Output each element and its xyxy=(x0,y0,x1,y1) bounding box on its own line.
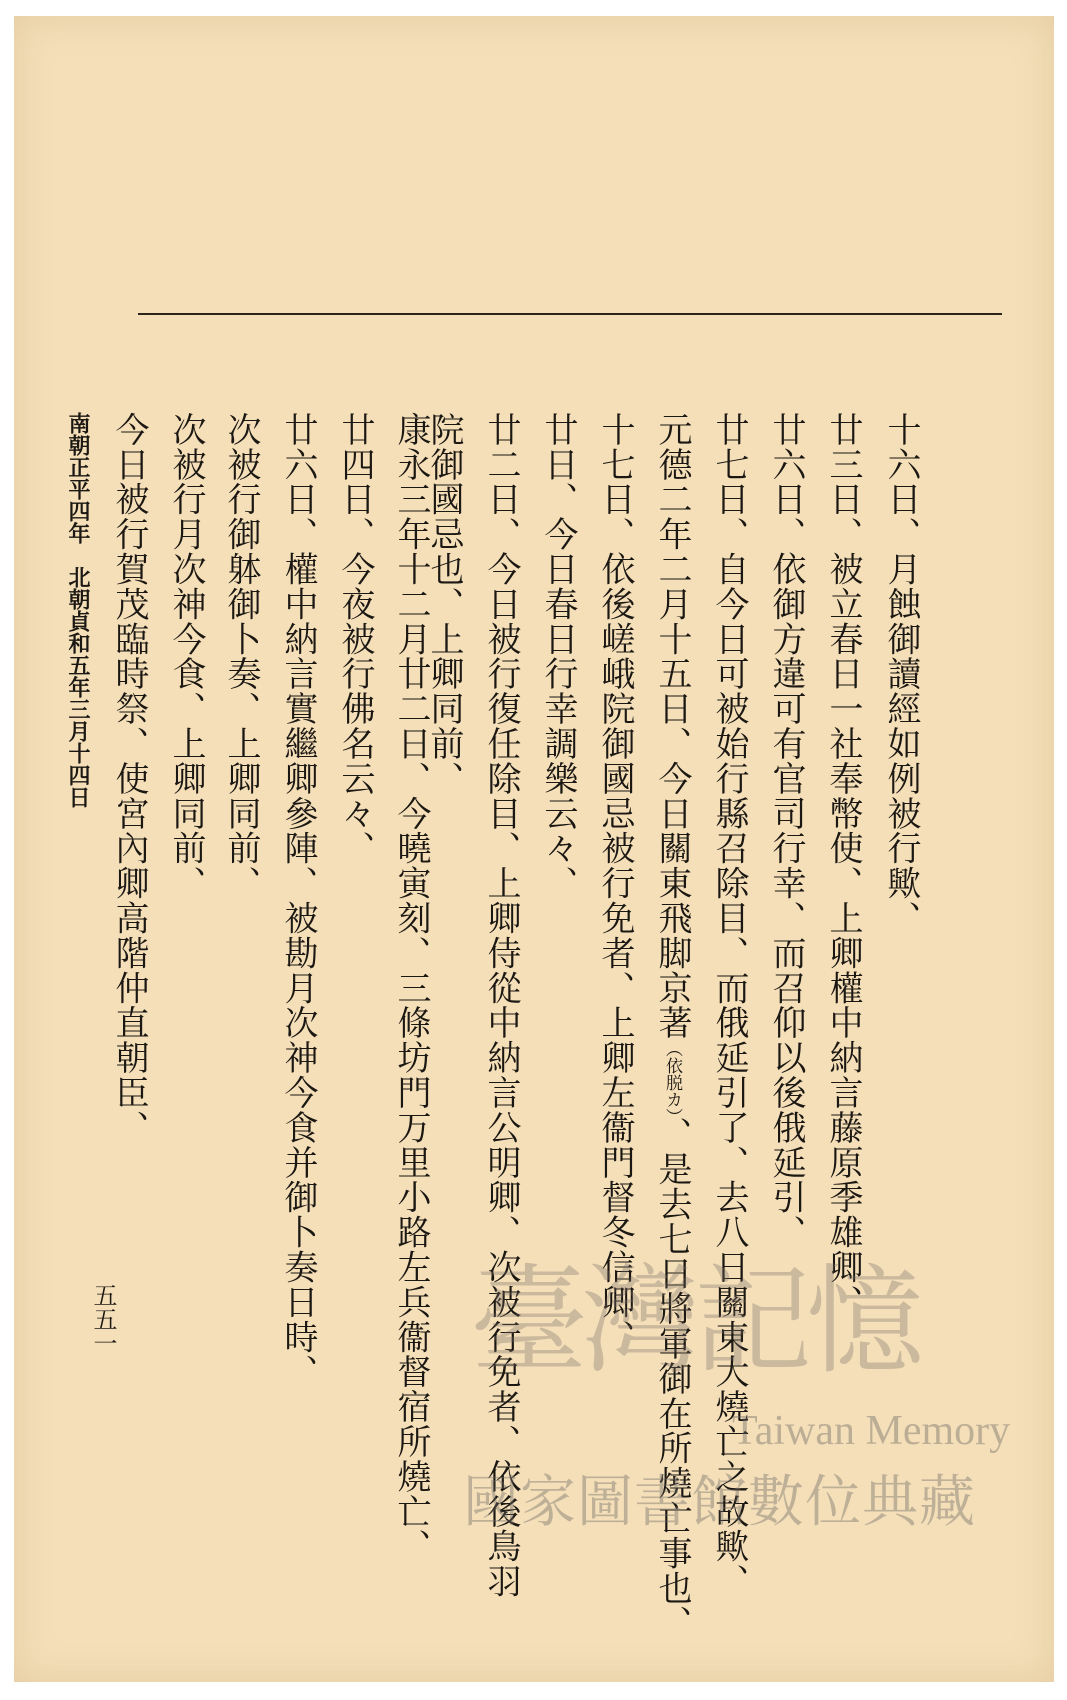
text-column-13: 次被行御躰御卜奏、上卿同前、 xyxy=(221,412,261,901)
watermark-english: Taiwan Memory xyxy=(732,1408,1011,1454)
text-column-10: 康永三年十二月廿二日、今曉寅刻、三條坊門万里小路左兵衞督宿所燒亡、 xyxy=(391,412,431,1564)
text-column-4-part-a: 廿七日、自今日可被始行縣召除目、而俄延引了、去八日關東大燒亡之故歟、 xyxy=(709,412,749,1599)
footer-date: 南朝正平四年 北朝貞和五年三月十四日 xyxy=(65,412,91,808)
text-column-11: 廿四日、今夜被行佛名云々、 xyxy=(335,412,375,866)
text-column-2: 廿三日、被立春日一社奉幣使、上卿權中納言藤原季雄卿、 xyxy=(823,412,863,1320)
annotation-note: （依脱カ） xyxy=(662,1040,682,1117)
text-column-5-part-b: 、是去七日將軍御在所燒亡事也、 xyxy=(652,1116,692,1641)
text-column-3: 廿六日、依御方違可有官司行幸、而召仰以後俄延引、 xyxy=(766,412,806,1250)
text-column-6: 十七日、依後嵯峨院御國忌被行免者、上卿左衞門督冬信卿、 xyxy=(595,412,635,1355)
watermark-script: 臺灣記憶 xyxy=(470,1252,919,1390)
text-column-5 xyxy=(652,412,692,1641)
text-column-1: 十六日、月蝕御讀經如例被行歟、 xyxy=(881,412,921,936)
text-column-9: 院御國忌也、上卿同前、 xyxy=(424,412,464,796)
text-column-14: 次被行月次神今食、上卿同前、 xyxy=(166,412,206,901)
page-number: 五五一 xyxy=(89,1283,117,1355)
header-rule xyxy=(138,313,1002,315)
text-column-15: 今日被行賀茂臨時祭、使宮內卿高階仲直朝臣、 xyxy=(109,412,149,1145)
text-column-12: 廿六日、權中納言實繼卿參陣、被勘月次神今食并御卜奏日時、 xyxy=(278,412,318,1390)
text-column-7: 廿日、今日春日行幸調樂云々、 xyxy=(538,412,578,901)
text-column-8: 廿二日、今日被行復任除目、上卿侍從中納言公明卿、次被行免者、依後鳥羽 xyxy=(481,412,521,1599)
watermark-library: 國家圖書館數位典藏 xyxy=(463,1470,976,1535)
text-column-5-part-a: 元德二年二月十五日、今日關東飛脚京著 xyxy=(652,412,692,1041)
